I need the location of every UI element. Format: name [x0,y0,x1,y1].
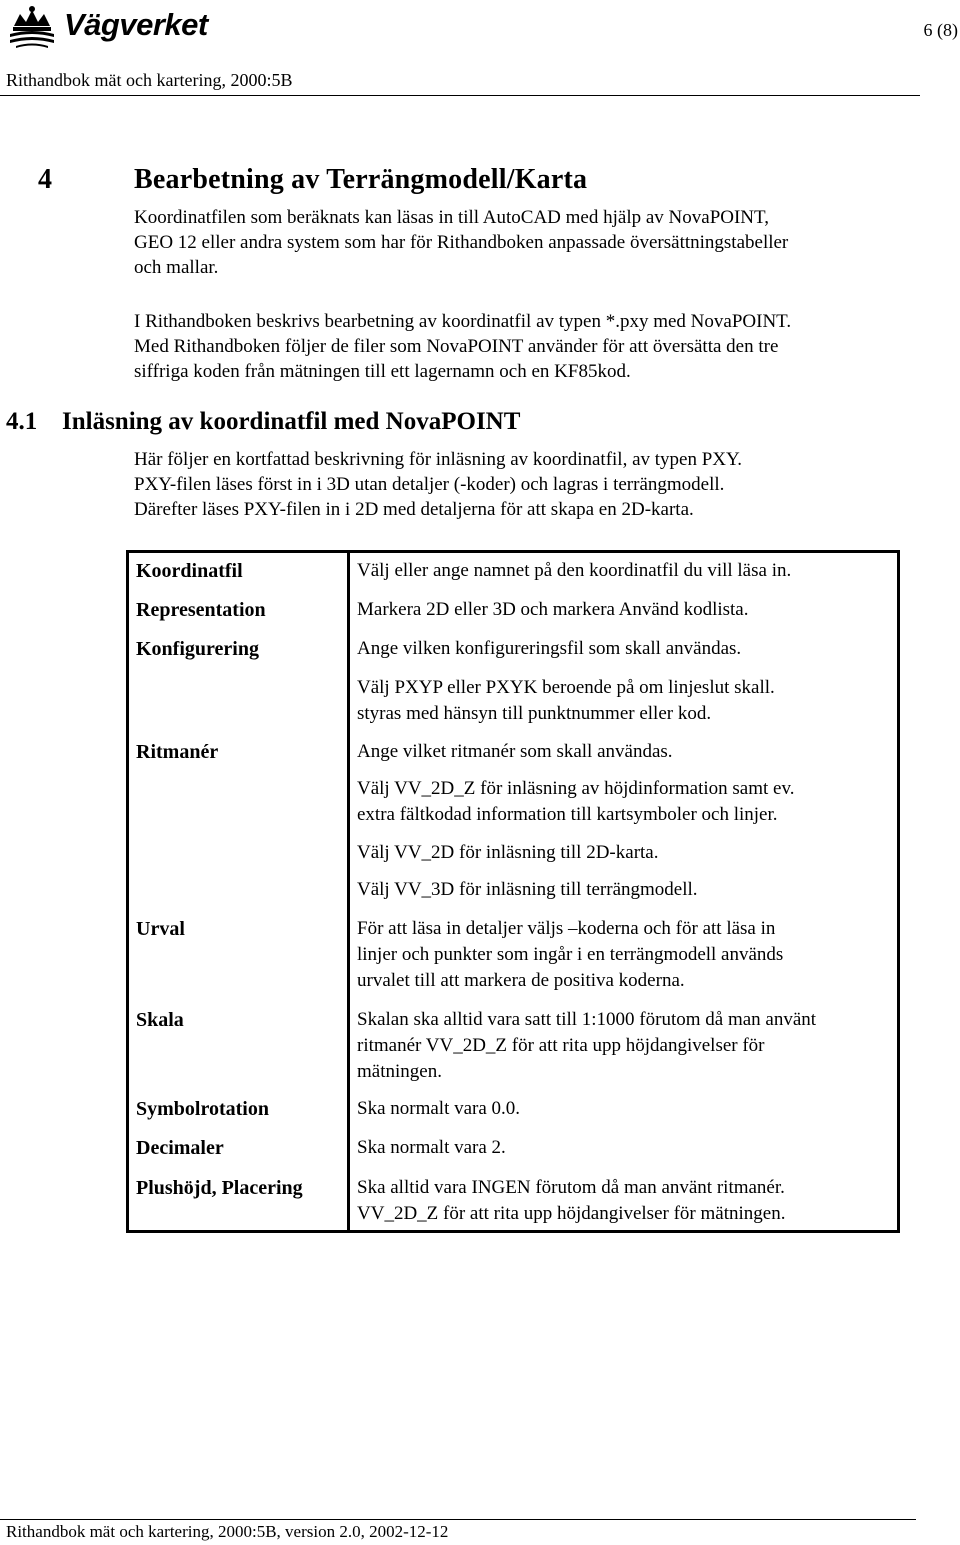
desc-ritmaner-vv2dz [357,776,897,828]
desc-ritmaner-vv2d [357,840,897,866]
desc-ritmaner [357,739,897,765]
subsection-number: 4.1 [6,408,38,435]
paragraph-line: Koordinatfilen som beräknats kan läsas in till AutoCAD med hjälp av NovaPOINT, [134,207,769,228]
desc-representation [357,597,897,623]
rithandbok-paragraph [134,309,934,384]
footer-rule [0,1519,916,1520]
label-ritmaner: Ritmanér [136,741,219,763]
desc-line: urvalet till att markera de positiva koderna. [357,970,685,991]
label-konfigurering: Konfigurering [136,638,259,660]
label-symbolrotation: Symbolrotation [136,1098,269,1120]
paragraph-line: siffriga koden från mätningen till ett lagernamn och en KF85kod. [134,361,631,382]
desc-line: Ska alltid vara INGEN förutom då man använt ritmanér. [357,1177,785,1198]
desc-line: Markera 2D eller 3D och markera Använd kodlista. [357,599,749,620]
label-skala: Skala [136,1009,184,1031]
header-rule [0,95,920,96]
footer-text: Rithandbok mät och kartering, 2000:5B, version 2.0, 2002-12-12 [6,1522,449,1541]
paragraph-line: och mallar. [134,257,219,278]
desc-line: mätningen. [357,1061,442,1082]
paragraph-line: GEO 12 eller andra system som har för Rithandboken anpassade översättningstabeller [134,232,789,253]
desc-line: Välj VV_3D för inläsning till terrängmodell. [357,879,698,900]
running-title: Rithandbok mät och kartering, 2000:5B [6,70,293,90]
desc-line: Välj VV_2D för inläsning till 2D-karta. [357,842,659,863]
desc-konfigurering-pxy [357,675,897,727]
paragraph-line: I Rithandboken beskrivs bearbetning av koordinatfil av typen *.pxy med NovaPOINT. [134,311,792,332]
intro-paragraph [134,205,934,280]
desc-koordinatfil [357,558,897,584]
desc-line: Ange vilken konfigureringsfil som skall användas. [357,638,742,659]
table-column-divider [347,550,350,1233]
desc-line: linjer och punkter som ingår i en terrängmodell används [357,944,784,965]
label-representation: Representation [136,599,266,621]
label-decimaler: Decimaler [136,1137,224,1159]
desc-line: Ska normalt vara 0.0. [357,1098,521,1119]
desc-skala [357,1007,897,1085]
desc-line: Välj PXYP eller PXYK beroende på om linjeslut skall. [357,677,775,698]
desc-line: För att läsa in detaljer väljs –koderna och för att läsa in [357,918,776,939]
desc-line: styras med hänsyn till punktnummer eller kod. [357,703,712,724]
label-urval: Urval [136,918,185,940]
section-title: Bearbetning av Terrängmodell/Karta [134,164,588,195]
desc-line: extra fältkodad information till kartsymboler och linjer. [357,804,778,825]
paragraph-line: Med Rithandboken följer de filer som NovaPOINT använder för att översätta den tre [134,336,779,357]
desc-ritmaner-vv3d [357,877,897,903]
desc-urval [357,916,897,994]
desc-line: Skalan ska alltid vara satt till 1:1000 förutom då man använt [357,1009,817,1030]
desc-line: Ange vilket ritmanér som skall användas. [357,741,673,762]
paragraph-line: PXY-filen läses först in i 3D utan detaljer (-koder) och lagras i terrängmodell. [134,474,725,495]
page-number: 6 (8) [923,20,958,40]
subsection-heading [6,408,520,436]
desc-plushojd-placering [357,1175,897,1227]
desc-konfigurering [357,636,897,662]
desc-line: Välj eller ange namnet på den koordinatfil du vill läsa in. [357,560,792,581]
subsection-paragraph [134,447,934,522]
subsection-title: Inläsning av koordinatfil med NovaPOINT [62,408,521,435]
paragraph-line: Här följer en kortfattad beskrivning för inläsning av koordinatfil, av typen PXY. [134,449,743,470]
section-number: 4 [38,164,52,195]
paragraph-line: Därefter läses PXY-filen in i 2D med detaljerna för att skapa en 2D-karta. [134,499,694,520]
desc-line: ritmanér VV_2D_Z för att rita upp höjdangivelser för [357,1035,765,1056]
crown-emblem-icon [6,4,58,50]
desc-symbolrotation [357,1096,897,1122]
desc-line: Ska normalt vara 2. [357,1137,506,1158]
desc-decimaler [357,1135,897,1161]
label-plushojd-placering: Plushöjd, Placering [136,1177,303,1199]
logo-wordmark: Vägverket [64,7,208,42]
label-koordinatfil: Koordinatfil [136,560,243,582]
desc-line: VV_2D_Z för att rita upp höjdangivelser för mätningen. [357,1203,786,1224]
desc-line: Välj VV_2D_Z för inläsning av höjdinformation samt ev. [357,778,795,799]
